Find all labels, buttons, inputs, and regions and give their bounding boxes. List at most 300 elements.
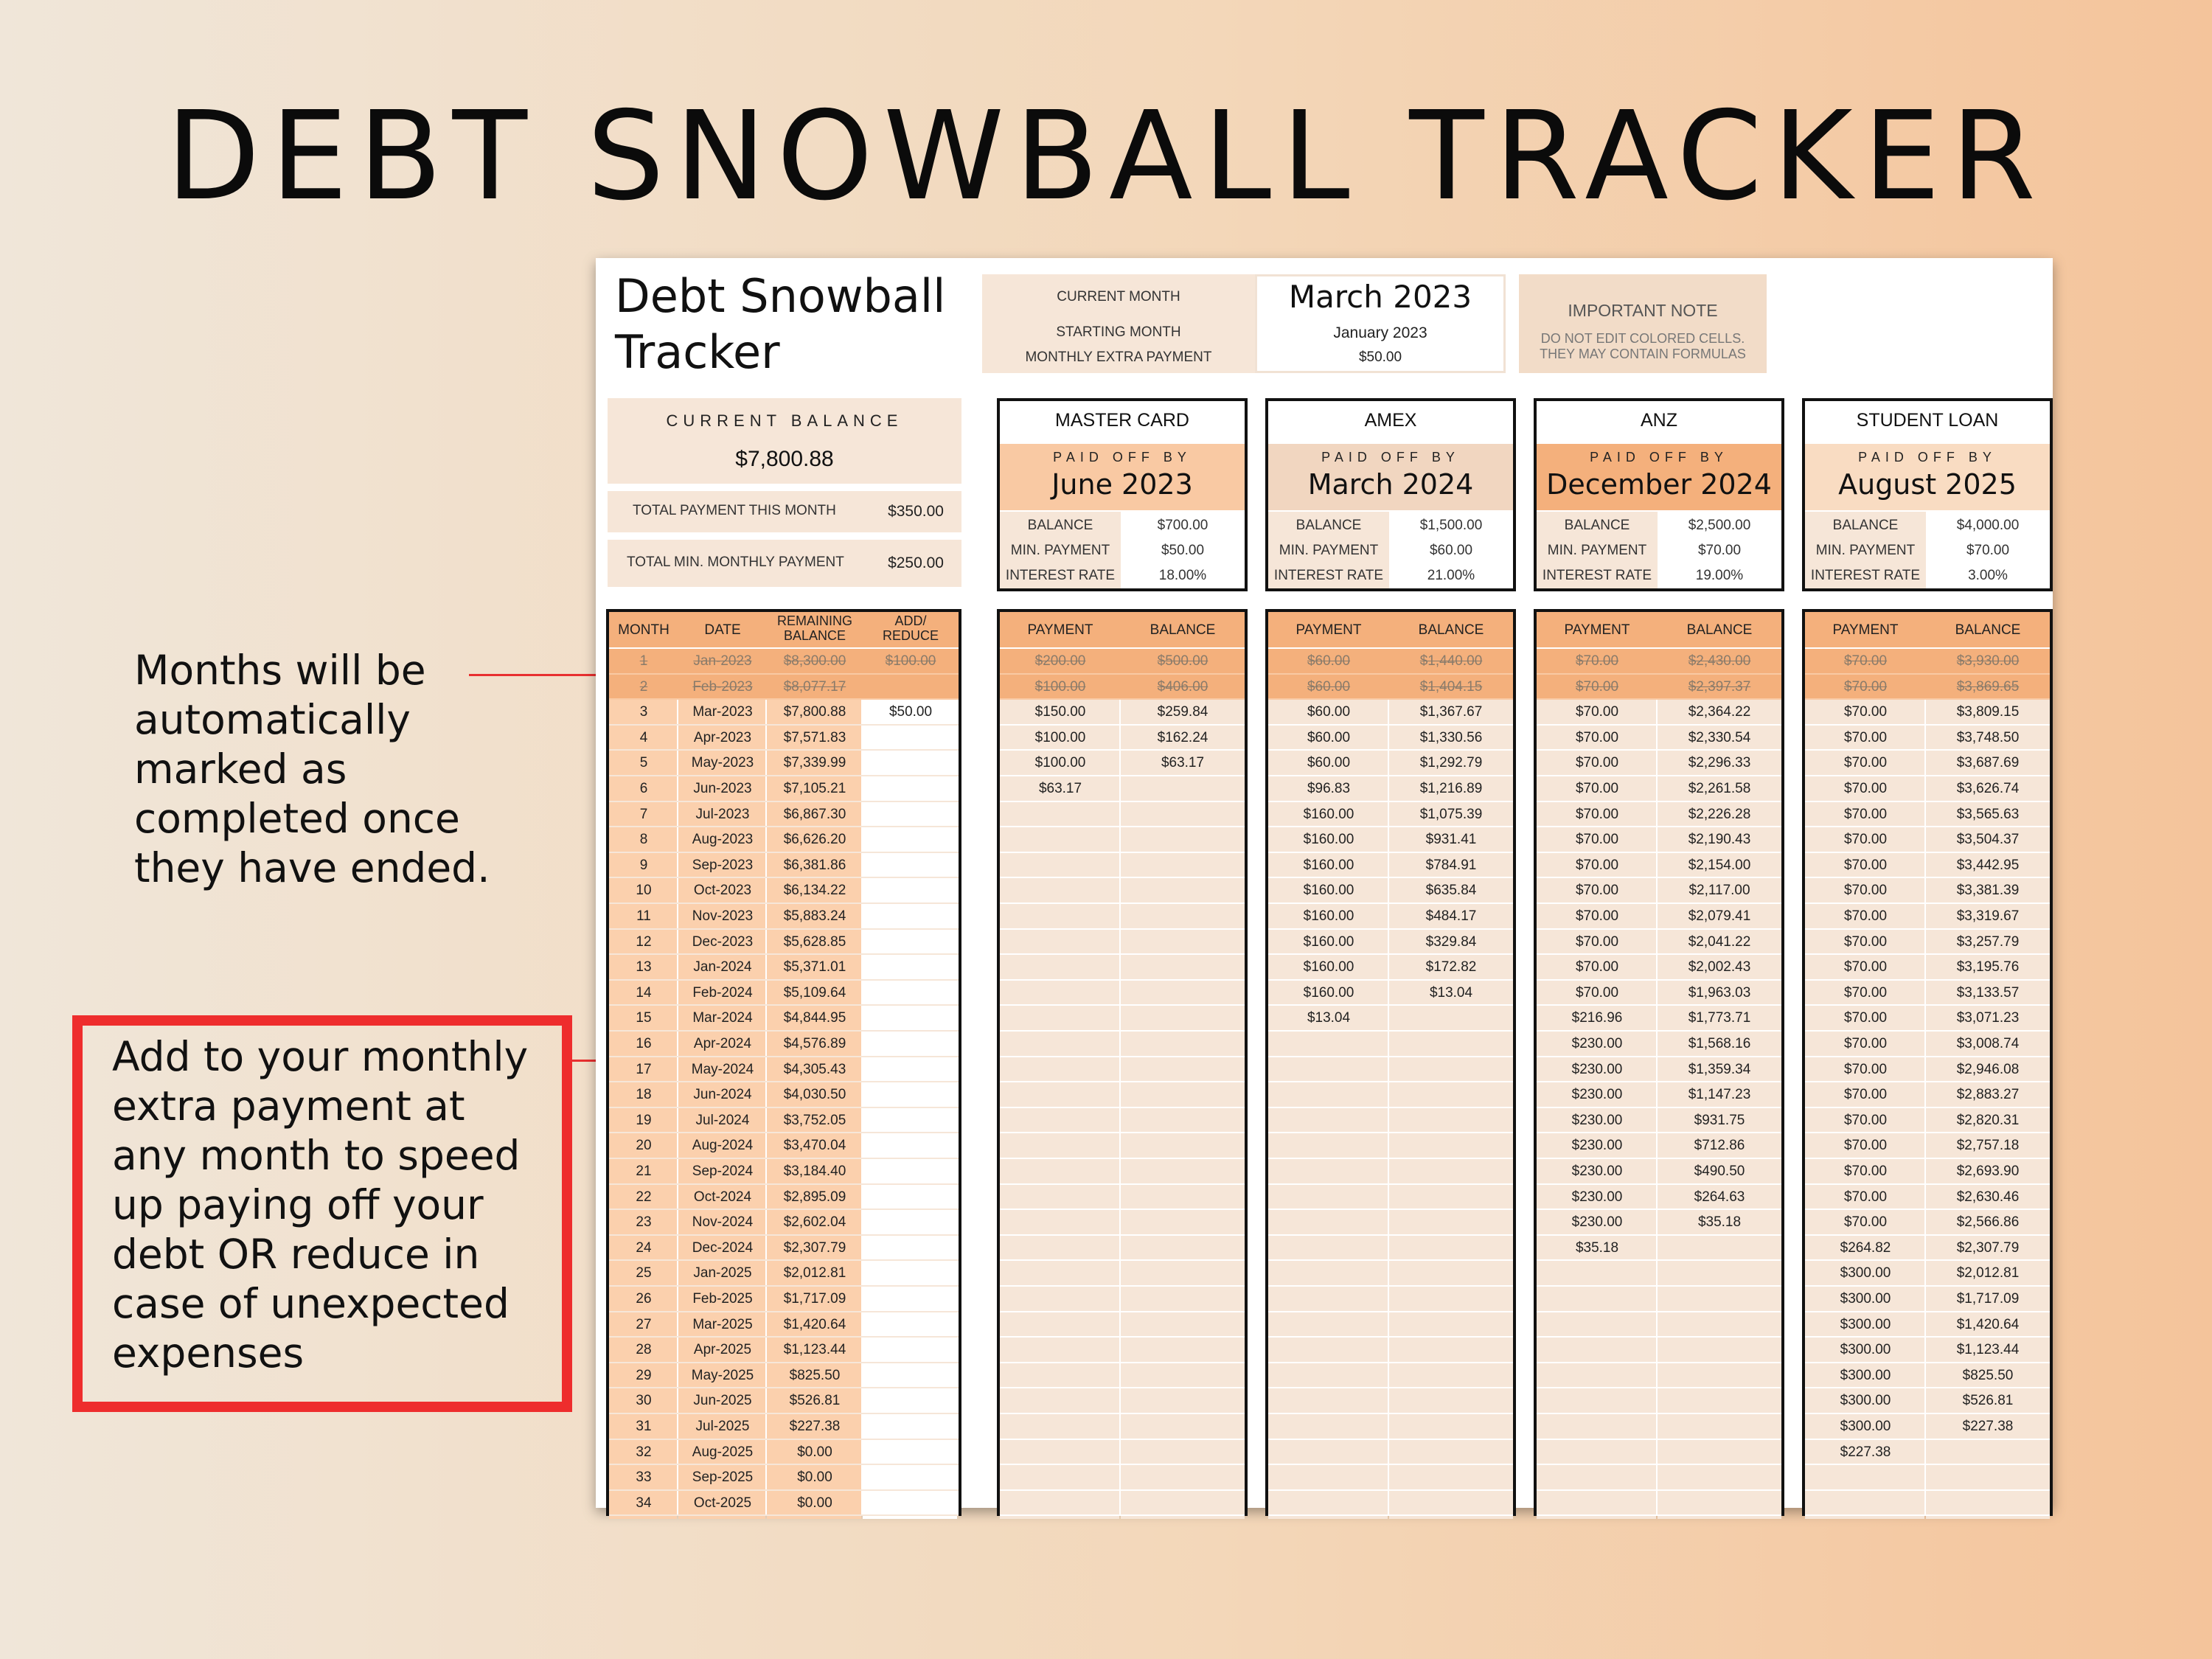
payment-row xyxy=(1000,776,1245,802)
month-date: Apr-2025 xyxy=(693,1342,752,1358)
payment-row xyxy=(1000,1312,1245,1338)
total-min-value: $250.00 xyxy=(888,554,944,571)
remaining-amount: $1,420.64 xyxy=(1956,1316,2020,1332)
payment-row xyxy=(1268,1465,1513,1491)
month-date: May-2025 xyxy=(691,1367,754,1383)
remaining-amount: $2,012.81 xyxy=(1956,1265,2020,1281)
remaining-amount: $2,397.37 xyxy=(1688,678,1751,695)
month-number: 21 xyxy=(636,1164,652,1179)
payment-amount: $160.00 xyxy=(1303,883,1354,899)
month-row xyxy=(609,1388,959,1414)
debt-card-3 xyxy=(1534,398,1784,591)
note-extra-line-7: expenses xyxy=(112,1329,305,1377)
payment-row xyxy=(1537,1465,1781,1491)
paid-off-label: PAID OFF BY xyxy=(1858,450,1997,465)
month-row xyxy=(609,675,959,700)
month-date: Jan-2025 xyxy=(693,1265,752,1281)
month-date: Jun-2024 xyxy=(693,1087,752,1103)
payment-amount: $70.00 xyxy=(1843,1061,1888,1077)
payment-row xyxy=(1000,1363,1245,1389)
payment-amount: $70.00 xyxy=(1575,653,1619,669)
header-add-reduce xyxy=(863,613,959,643)
payment-row xyxy=(1000,649,1245,675)
payment-row xyxy=(1268,1210,1513,1236)
note-extra-line-5: debt OR reduce in xyxy=(112,1231,480,1278)
month-number: 7 xyxy=(639,806,648,822)
payment-row xyxy=(1805,930,2050,956)
payment-amount: $96.83 xyxy=(1307,781,1351,796)
month-date: Nov-2024 xyxy=(692,1214,754,1231)
remaining-amount: $13.04 xyxy=(1429,984,1473,1001)
payment-amount: $70.00 xyxy=(1843,984,1888,1001)
month-number: 10 xyxy=(636,883,652,899)
debt-interest-rate[interactable]: 21.00% xyxy=(1427,568,1475,583)
month-number: 24 xyxy=(636,1239,652,1256)
payment-row xyxy=(1805,1388,2050,1414)
paid-off-label: PAID OFF BY xyxy=(1590,450,1728,465)
remaining-amount: $484.17 xyxy=(1425,908,1477,924)
paid-off-date: December 2024 xyxy=(1546,468,1772,501)
note-extra-line-4: up paying off your xyxy=(112,1181,484,1228)
total-payment-row xyxy=(608,491,961,532)
month-row xyxy=(609,1159,959,1185)
interest-rate-label: INTEREST RATE xyxy=(1810,568,1921,583)
debt-balance[interactable]: $4,000.00 xyxy=(1956,518,2020,533)
payment-row xyxy=(1805,827,2050,853)
remaining-amount: $2,883.27 xyxy=(1956,1087,2020,1103)
header-balance: BALANCE xyxy=(1955,622,2021,638)
payment-amount: $100.00 xyxy=(1034,678,1086,695)
debt-name: STUDENT LOAN xyxy=(1856,410,1999,431)
note-extra-line-1: Add to your monthly xyxy=(112,1033,529,1080)
payment-row xyxy=(1805,1414,2050,1440)
remaining-amount: $1,440.00 xyxy=(1419,653,1483,669)
remaining-amount: $162.24 xyxy=(1157,729,1208,745)
remaining-amount: $3,381.39 xyxy=(1956,883,2020,899)
payment-row xyxy=(1000,1133,1245,1159)
remaining-amount: $1,404.15 xyxy=(1419,678,1483,695)
payment-row xyxy=(1268,802,1513,828)
header-date: DATE xyxy=(704,622,741,638)
payment-row xyxy=(1805,1465,2050,1491)
month-number: 33 xyxy=(636,1470,652,1486)
month-remaining-balance: $7,105.21 xyxy=(783,781,846,796)
payment-row xyxy=(1268,1082,1513,1108)
payment-row xyxy=(1000,1108,1245,1134)
payment-row xyxy=(1268,1312,1513,1338)
payment-row xyxy=(1268,1185,1513,1211)
payment-row xyxy=(1268,1491,1513,1517)
payment-row xyxy=(1805,802,2050,828)
month-number: 29 xyxy=(636,1367,652,1383)
payment-amount: $300.00 xyxy=(1840,1316,1891,1332)
payment-row xyxy=(1268,1236,1513,1262)
month-remaining-balance: $8,300.00 xyxy=(783,653,846,669)
remaining-amount: $635.84 xyxy=(1425,883,1477,899)
note-months-line-4: completed once xyxy=(134,795,460,842)
payment-amount: $160.00 xyxy=(1303,933,1354,950)
debt-min-payment[interactable]: $60.00 xyxy=(1429,543,1473,558)
payment-row xyxy=(1268,955,1513,981)
remaining-amount: $2,946.08 xyxy=(1956,1061,2020,1077)
payment-row xyxy=(1268,981,1513,1006)
payment-amount: $300.00 xyxy=(1840,1265,1891,1281)
paid-off-band xyxy=(1805,444,2050,510)
payment-amount: $160.00 xyxy=(1303,806,1354,822)
payment-row xyxy=(1268,853,1513,879)
payment-row xyxy=(1268,649,1513,675)
month-remaining-balance: $0.00 xyxy=(797,1444,832,1460)
month-date: Jul-2024 xyxy=(695,1112,750,1128)
payment-row xyxy=(1268,930,1513,956)
payment-row xyxy=(1000,802,1245,828)
payment-table-4 xyxy=(1802,609,2053,1516)
important-note-title: IMPORTANT NOTE xyxy=(1568,301,1718,320)
month-number: 1 xyxy=(639,653,648,669)
payment-amount: $70.00 xyxy=(1843,729,1888,745)
remaining-amount: $2,154.00 xyxy=(1688,857,1751,873)
month-date: May-2024 xyxy=(691,1061,754,1077)
payment-row xyxy=(1537,981,1781,1006)
month-number: 13 xyxy=(636,959,652,975)
hero-title: DEBT SNOWBALL TRACKER xyxy=(166,86,2046,228)
month-remaining-balance: $2,602.04 xyxy=(783,1214,846,1231)
payment-amount: $63.17 xyxy=(1038,781,1082,796)
payment-row xyxy=(1000,955,1245,981)
payment-table-body xyxy=(1805,649,2050,1519)
month-row xyxy=(609,1440,959,1466)
payment-row xyxy=(1537,1312,1781,1338)
month-number: 18 xyxy=(636,1087,652,1103)
payment-amount: $70.00 xyxy=(1843,678,1888,695)
paid-off-band xyxy=(1537,444,1781,510)
payment-row xyxy=(1268,878,1513,904)
payment-amount: $70.00 xyxy=(1843,1189,1888,1205)
header-remaining-line1: REMAINING xyxy=(776,613,852,628)
payment-amount: $60.00 xyxy=(1307,729,1351,745)
month-date: Jun-2023 xyxy=(693,781,752,796)
balance-label: BALANCE xyxy=(1295,518,1362,533)
month-remaining-balance: $825.50 xyxy=(789,1367,841,1383)
month-date: Jan-2023 xyxy=(693,653,752,669)
month-table-header xyxy=(609,612,959,647)
payment-row xyxy=(1537,1414,1781,1440)
month-date: Aug-2025 xyxy=(692,1444,754,1460)
month-remaining-balance: $4,576.89 xyxy=(783,1036,846,1051)
payment-amount: $300.00 xyxy=(1840,1393,1891,1409)
payment-row xyxy=(1268,1108,1513,1134)
debt-min-payment[interactable]: $50.00 xyxy=(1161,543,1205,558)
payment-amount: $70.00 xyxy=(1843,1138,1888,1154)
month-row xyxy=(609,1236,959,1262)
payment-amount: $70.00 xyxy=(1843,1112,1888,1128)
payment-row xyxy=(1000,1440,1245,1466)
payment-row xyxy=(1805,649,2050,675)
payment-row xyxy=(1537,853,1781,879)
payment-row xyxy=(1000,1261,1245,1287)
month-number: 30 xyxy=(636,1393,652,1409)
debt-balance[interactable]: $1,500.00 xyxy=(1419,518,1483,533)
month-date: Jul-2023 xyxy=(695,806,750,822)
month-row xyxy=(609,1082,959,1108)
remaining-amount: $2,190.43 xyxy=(1688,832,1751,848)
payment-row xyxy=(1000,1287,1245,1312)
remaining-amount: $3,257.79 xyxy=(1956,933,2020,950)
payment-amount: $230.00 xyxy=(1571,1061,1623,1077)
month-number: 20 xyxy=(636,1138,652,1154)
month-number: 34 xyxy=(636,1495,652,1511)
month-number: 22 xyxy=(636,1189,652,1205)
payment-row xyxy=(1537,1108,1781,1134)
min-payment-label: MIN. PAYMENT xyxy=(1547,543,1647,558)
month-remaining-balance: $6,134.22 xyxy=(783,883,846,899)
month-add-reduce[interactable]: $100.00 xyxy=(885,653,936,669)
payment-amount: $60.00 xyxy=(1307,653,1351,669)
extra-payment-value[interactable]: $50.00 xyxy=(1358,349,1402,365)
payment-row xyxy=(1537,700,1781,726)
debt-name: AMEX xyxy=(1364,410,1417,431)
payment-amount: $35.18 xyxy=(1575,1239,1619,1256)
payment-amount: $230.00 xyxy=(1571,1087,1623,1103)
month-row xyxy=(609,1491,959,1517)
payment-amount: $300.00 xyxy=(1840,1342,1891,1358)
remaining-amount: $1,216.89 xyxy=(1419,781,1483,796)
payment-row xyxy=(1268,700,1513,726)
min-payment-label: MIN. PAYMENT xyxy=(1815,543,1916,558)
remaining-amount: $172.82 xyxy=(1425,959,1477,975)
payment-row xyxy=(1000,726,1245,751)
payment-amount: $13.04 xyxy=(1307,1010,1351,1026)
payment-row xyxy=(1805,1108,2050,1134)
payment-row xyxy=(1805,726,2050,751)
month-row xyxy=(609,1210,959,1236)
payment-row xyxy=(1000,1465,1245,1491)
month-remaining-balance: $6,867.30 xyxy=(783,806,846,822)
payment-row xyxy=(1268,1133,1513,1159)
payment-table-header xyxy=(1805,612,2050,647)
month-remaining-balance: $5,371.01 xyxy=(783,959,846,975)
remaining-amount: $2,041.22 xyxy=(1688,933,1751,950)
month-row xyxy=(609,981,959,1006)
payment-amount: $150.00 xyxy=(1034,704,1086,720)
row-divider xyxy=(1000,1514,1245,1516)
payment-row xyxy=(1805,1363,2050,1389)
payment-row xyxy=(1805,1185,2050,1211)
row-divider xyxy=(1805,1514,2050,1516)
remaining-amount: $63.17 xyxy=(1161,755,1205,771)
month-row xyxy=(609,1261,959,1287)
month-row xyxy=(609,1185,959,1211)
month-number: 16 xyxy=(636,1036,652,1051)
sheet-title xyxy=(615,268,945,380)
month-remaining-balance: $4,305.43 xyxy=(783,1061,846,1077)
payment-amount: $300.00 xyxy=(1840,1291,1891,1307)
starting-month-value[interactable]: January 2023 xyxy=(1333,324,1427,341)
payment-amount: $70.00 xyxy=(1843,832,1888,848)
payment-table-header xyxy=(1268,612,1513,647)
remaining-amount: $264.63 xyxy=(1694,1189,1745,1205)
note-months-line-3: marked as xyxy=(134,745,347,793)
month-remaining-balance: $6,381.86 xyxy=(783,857,846,873)
debt-min-payment[interactable]: $70.00 xyxy=(1966,543,2010,558)
payment-row xyxy=(1268,1414,1513,1440)
month-remaining-balance: $3,184.40 xyxy=(783,1164,846,1179)
debt-name: MASTER CARD xyxy=(1055,410,1189,431)
sheet-title-line2: Tracker xyxy=(615,325,780,379)
month-remaining-balance: $7,800.88 xyxy=(783,704,846,720)
month-remaining-balance: $7,571.83 xyxy=(783,729,846,745)
payment-amount: $100.00 xyxy=(1034,755,1086,771)
note-extra-line-6: case of unexpected xyxy=(112,1280,509,1327)
remaining-amount: $1,773.71 xyxy=(1688,1010,1751,1026)
month-row xyxy=(609,1312,959,1338)
remaining-amount: $3,504.37 xyxy=(1956,832,2020,848)
remaining-amount: $2,757.18 xyxy=(1956,1138,2020,1154)
payment-row xyxy=(1805,904,2050,930)
payment-row xyxy=(1537,751,1781,776)
paid-off-date: March 2024 xyxy=(1307,468,1474,501)
payment-row xyxy=(1805,1133,2050,1159)
payment-row xyxy=(1268,1261,1513,1287)
payment-amount: $160.00 xyxy=(1303,857,1354,873)
month-add-reduce[interactable]: $50.00 xyxy=(888,704,933,720)
payment-row xyxy=(1000,1491,1245,1517)
month-number: 14 xyxy=(636,984,652,1001)
month-number: 27 xyxy=(636,1316,652,1332)
payment-row xyxy=(1268,776,1513,802)
month-number: 5 xyxy=(639,755,648,771)
month-remaining-balance: $227.38 xyxy=(789,1419,841,1434)
payment-amount: $227.38 xyxy=(1840,1444,1891,1460)
current-month-value[interactable]: March 2023 xyxy=(1288,279,1472,315)
payment-row xyxy=(1268,1057,1513,1083)
month-row xyxy=(609,1287,959,1312)
payment-row xyxy=(1805,955,2050,981)
month-row xyxy=(609,1133,959,1159)
payment-row xyxy=(1000,1006,1245,1032)
month-row xyxy=(609,1057,959,1083)
important-note xyxy=(1519,274,1767,373)
month-date: Apr-2024 xyxy=(693,1036,752,1051)
month-row xyxy=(609,853,959,879)
month-remaining-balance: $1,123.44 xyxy=(783,1342,846,1358)
month-remaining-balance: $3,752.05 xyxy=(783,1112,846,1128)
payment-table-2 xyxy=(1265,609,1516,1516)
remaining-amount: $2,693.90 xyxy=(1956,1164,2020,1179)
payment-amount: $70.00 xyxy=(1575,857,1619,873)
paid-off-band xyxy=(1000,444,1245,510)
payment-amount: $70.00 xyxy=(1843,1164,1888,1179)
remaining-amount: $35.18 xyxy=(1697,1214,1742,1231)
month-number: 11 xyxy=(636,908,651,924)
payment-amount: $70.00 xyxy=(1843,781,1888,796)
payment-row xyxy=(1537,827,1781,853)
month-remaining-balance: $2,012.81 xyxy=(783,1265,846,1281)
payment-row xyxy=(1268,1159,1513,1185)
current-month-label: CURRENT MONTH xyxy=(1057,289,1180,305)
payment-row xyxy=(1805,675,2050,700)
paid-off-date: August 2025 xyxy=(1838,468,2017,501)
payment-amount: $230.00 xyxy=(1571,1036,1623,1051)
month-remaining-balance: $526.81 xyxy=(789,1393,841,1409)
payment-row xyxy=(1537,776,1781,802)
payment-amount: $70.00 xyxy=(1843,959,1888,975)
debt-interest-rate[interactable]: 18.00% xyxy=(1158,568,1207,583)
payment-amount: $230.00 xyxy=(1571,1214,1623,1231)
payment-row xyxy=(1805,1287,2050,1312)
payment-row xyxy=(1268,726,1513,751)
month-date: Sep-2025 xyxy=(692,1470,754,1486)
month-remaining-balance: $0.00 xyxy=(797,1470,832,1486)
note-months-line-5: they have ended. xyxy=(134,844,490,891)
month-row xyxy=(609,1032,959,1057)
payment-row xyxy=(1268,1287,1513,1312)
month-number: 12 xyxy=(636,933,652,950)
payment-row xyxy=(1000,1082,1245,1108)
payment-amount: $70.00 xyxy=(1843,1036,1888,1051)
month-remaining-balance: $5,883.24 xyxy=(783,908,846,924)
payment-amount: $70.00 xyxy=(1575,984,1619,1001)
payment-row xyxy=(1537,675,1781,700)
payment-row xyxy=(1000,1338,1245,1363)
month-date: May-2023 xyxy=(691,755,754,771)
remaining-amount: $2,261.58 xyxy=(1688,781,1751,796)
debt-card-1 xyxy=(997,398,1248,591)
payment-amount: $300.00 xyxy=(1840,1419,1891,1434)
remaining-amount: $3,626.74 xyxy=(1956,781,2020,796)
month-row xyxy=(609,827,959,853)
debt-interest-rate[interactable]: 3.00% xyxy=(1968,568,2008,583)
payment-table-body xyxy=(1537,649,1781,1519)
sheet-title-line1: Debt Snowball xyxy=(615,269,946,323)
payment-row xyxy=(1537,1133,1781,1159)
payment-table-body xyxy=(1268,649,1513,1519)
note-months-completed xyxy=(134,646,547,893)
month-date: Feb-2023 xyxy=(692,678,753,695)
payment-table-body xyxy=(1000,649,1245,1519)
remaining-amount: $3,008.74 xyxy=(1956,1036,2020,1051)
month-number: 9 xyxy=(639,857,648,873)
debt-card-4 xyxy=(1802,398,2053,591)
month-remaining-balance: $2,895.09 xyxy=(783,1189,846,1205)
payment-row xyxy=(1000,1388,1245,1414)
month-number: 2 xyxy=(639,678,648,695)
month-number: 15 xyxy=(636,1010,652,1026)
debt-min-payment[interactable]: $70.00 xyxy=(1697,543,1742,558)
debt-balance[interactable]: $2,500.00 xyxy=(1688,518,1751,533)
paid-off-label: PAID OFF BY xyxy=(1321,450,1460,465)
month-date: Jul-2025 xyxy=(695,1419,750,1434)
payment-amount: $70.00 xyxy=(1843,704,1888,720)
header-payment: PAYMENT xyxy=(1832,622,1899,638)
paid-off-band xyxy=(1268,444,1513,510)
note-extra-payment xyxy=(112,1032,569,1378)
remaining-amount: $825.50 xyxy=(1962,1367,2014,1383)
payment-row xyxy=(1537,726,1781,751)
debt-interest-rate[interactable]: 19.00% xyxy=(1695,568,1744,583)
payment-amount: $264.82 xyxy=(1840,1239,1891,1256)
payment-amount: $70.00 xyxy=(1575,883,1619,899)
debt-balance[interactable]: $700.00 xyxy=(1157,518,1208,533)
remaining-amount: $1,717.09 xyxy=(1956,1291,2020,1307)
month-row xyxy=(609,930,959,956)
month-number: 31 xyxy=(636,1419,652,1434)
row-divider xyxy=(1268,1514,1513,1516)
payment-amount: $60.00 xyxy=(1307,704,1351,720)
payment-amount: $160.00 xyxy=(1303,832,1354,848)
month-row xyxy=(609,726,959,751)
payment-amount: $70.00 xyxy=(1843,883,1888,899)
